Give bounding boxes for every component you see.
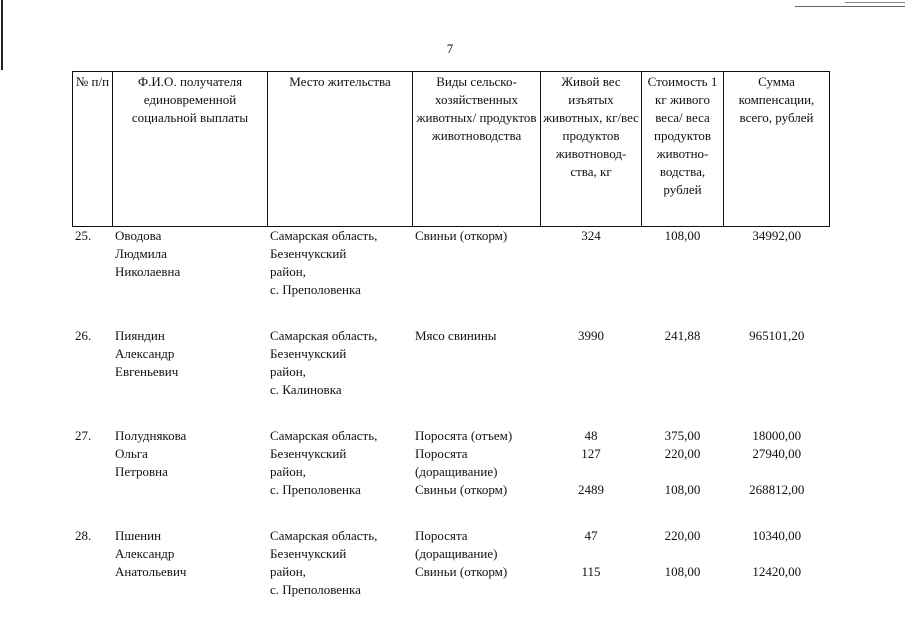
header-sum: Сумма компенсации, всего, рублей <box>724 72 830 227</box>
cell-place-line: с. Преполовенка <box>270 482 361 497</box>
cell-name-line: Оводова <box>115 228 162 243</box>
row-spacer <box>73 499 830 527</box>
cell-name-line: Полуднякова <box>115 428 187 443</box>
cell-cost <box>642 527 724 599</box>
cell-sum-line: 18000,00 <box>752 428 802 443</box>
cell-type-line: Поросята <box>415 528 468 543</box>
cell-weight-line: 3990 <box>578 328 604 343</box>
cell-name-line: Пияндин <box>115 328 165 343</box>
cell-place-line: Безенчукский <box>270 446 347 461</box>
cell-type <box>413 527 541 599</box>
cell-name-line: Анатольевич <box>115 564 187 579</box>
cell-name-line: Евгеньевич <box>115 364 179 379</box>
header-weight: Живой вес изъятых животных, кг/вес продуктов животновод-ства, кг <box>541 72 642 227</box>
cell-type-line: Поросята <box>415 446 468 461</box>
cell-name-line: Александр <box>115 546 175 561</box>
cell-name-line: Пшенин <box>115 528 162 543</box>
cell-cost-line: 220,00 <box>664 528 701 543</box>
cell-place-line: Безенчукский <box>270 546 347 561</box>
cell-place-line: Самарская область, <box>270 528 378 543</box>
cell-name-line: Ольга <box>115 446 148 461</box>
cell-weight-line: 47 <box>584 528 598 543</box>
cell-weight <box>541 427 642 499</box>
cell-place <box>268 227 413 300</box>
cell-cost <box>642 227 724 300</box>
cell-name-line: Александр <box>115 346 175 361</box>
scan-edge-mark <box>845 2 905 3</box>
cell-weight-line: 48 <box>584 428 598 443</box>
cell-sum <box>724 427 830 499</box>
table-header <box>73 72 830 227</box>
header-name: Ф.И.О. получателя единовременной социальной выплаты <box>113 72 268 227</box>
cell-type-line: Поросята (отъем) <box>415 428 513 443</box>
header-num: № п/п <box>73 72 113 227</box>
cell-num: 27. <box>75 428 92 443</box>
cell-place-line: район, <box>270 564 306 579</box>
cell-type-line: (доращивание) <box>415 464 498 479</box>
scan-edge-mark <box>795 6 905 7</box>
cell-name <box>113 427 268 499</box>
cell-num: 28. <box>75 528 92 543</box>
page-number: 7 <box>446 41 454 56</box>
cell-sum-line: 10340,00 <box>752 528 802 543</box>
cell-place <box>268 427 413 499</box>
cell-weight-line: 324 <box>581 228 601 243</box>
cell-place-line: район, <box>270 364 306 379</box>
cell-cost-line: 375,00 <box>664 428 701 443</box>
cell-sum-line: 268812,00 <box>749 482 805 497</box>
header-place: Место жительства <box>268 72 413 227</box>
cell-place-line: Самарская область, <box>270 328 378 343</box>
cell-weight <box>541 327 642 399</box>
cell-weight <box>541 527 642 599</box>
cell-place-line: район, <box>270 264 306 279</box>
cell-weight <box>541 227 642 300</box>
cell-cost-line: 220,00 <box>664 446 701 461</box>
cell-place-line: Безенчукский <box>270 246 347 261</box>
spacer-cell <box>73 399 830 427</box>
cell-place-line: с. Преполовенка <box>270 582 361 597</box>
row-spacer <box>73 399 830 427</box>
cell-type-line: Свиньи (откорм) <box>415 482 508 497</box>
table-row <box>73 227 830 300</box>
cell-sum-line: 965101,20 <box>749 328 805 343</box>
cell-name-line: Николаевна <box>115 264 181 279</box>
cell-num: 26. <box>75 328 92 343</box>
scan-edge-mark <box>1 0 3 70</box>
cell-place <box>268 327 413 399</box>
cell-name <box>113 327 268 399</box>
cell-cost-line: 108,00 <box>664 564 701 579</box>
cell-sum <box>724 527 830 599</box>
cell-cost-line: 108,00 <box>664 482 701 497</box>
cell-weight-line: 115 <box>581 564 601 579</box>
cell-cost-line: 241,88 <box>664 328 701 343</box>
cell-name-line: Людмила <box>115 246 167 261</box>
header-cost: Стоимость 1 кг живого веса/ веса продуктов животно-водства, рублей <box>642 72 724 227</box>
cell-sum-line <box>726 545 828 563</box>
cell-sum-line: 34992,00 <box>752 228 802 243</box>
cell-weight-line: 127 <box>581 446 601 461</box>
cell-cost-line: 108,00 <box>664 228 701 243</box>
spacer-cell <box>73 299 830 327</box>
table-row <box>73 527 830 599</box>
cell-place-line: район, <box>270 464 306 479</box>
cell-sum-line: 12420,00 <box>752 564 802 579</box>
cell-place-line: с. Преполовенка <box>270 282 361 297</box>
cell-cost <box>642 327 724 399</box>
cell-num: 25. <box>75 228 92 243</box>
cell-sum <box>724 327 830 399</box>
table-row <box>73 427 830 499</box>
cell-place-line: Безенчукский <box>270 346 347 361</box>
compensation-table <box>72 71 830 599</box>
table-row <box>73 327 830 399</box>
cell-type-line: Свиньи (откорм) <box>415 228 508 243</box>
cell-sum-line <box>726 463 828 481</box>
header-type: Виды сельско-хозяйственных животных/ продуктов животноводства <box>413 72 541 227</box>
cell-place <box>268 527 413 599</box>
spacer-cell <box>73 499 830 527</box>
cell-weight-line <box>543 463 639 481</box>
cell-weight-line: 2489 <box>578 482 604 497</box>
cell-type-line: (доращивание) <box>415 546 498 561</box>
table-body <box>73 227 830 600</box>
cell-place-line: Самарская область, <box>270 228 378 243</box>
cell-place-line: Самарская область, <box>270 428 378 443</box>
cell-place-line: с. Калиновка <box>270 382 342 397</box>
cell-weight-line <box>543 545 639 563</box>
row-spacer <box>73 299 830 327</box>
cell-cost-line <box>644 545 721 563</box>
cell-type-line: Свиньи (откорм) <box>415 564 508 579</box>
cell-cost <box>642 427 724 499</box>
cell-type <box>413 327 541 399</box>
cell-name <box>113 227 268 300</box>
cell-sum-line: 27940,00 <box>752 446 802 461</box>
cell-type <box>413 427 541 499</box>
cell-type-line: Мясо свинины <box>415 328 497 343</box>
cell-sum <box>724 227 830 300</box>
cell-cost-line <box>644 463 721 481</box>
cell-type <box>413 227 541 300</box>
cell-name-line: Петровна <box>115 464 168 479</box>
cell-name <box>113 527 268 599</box>
